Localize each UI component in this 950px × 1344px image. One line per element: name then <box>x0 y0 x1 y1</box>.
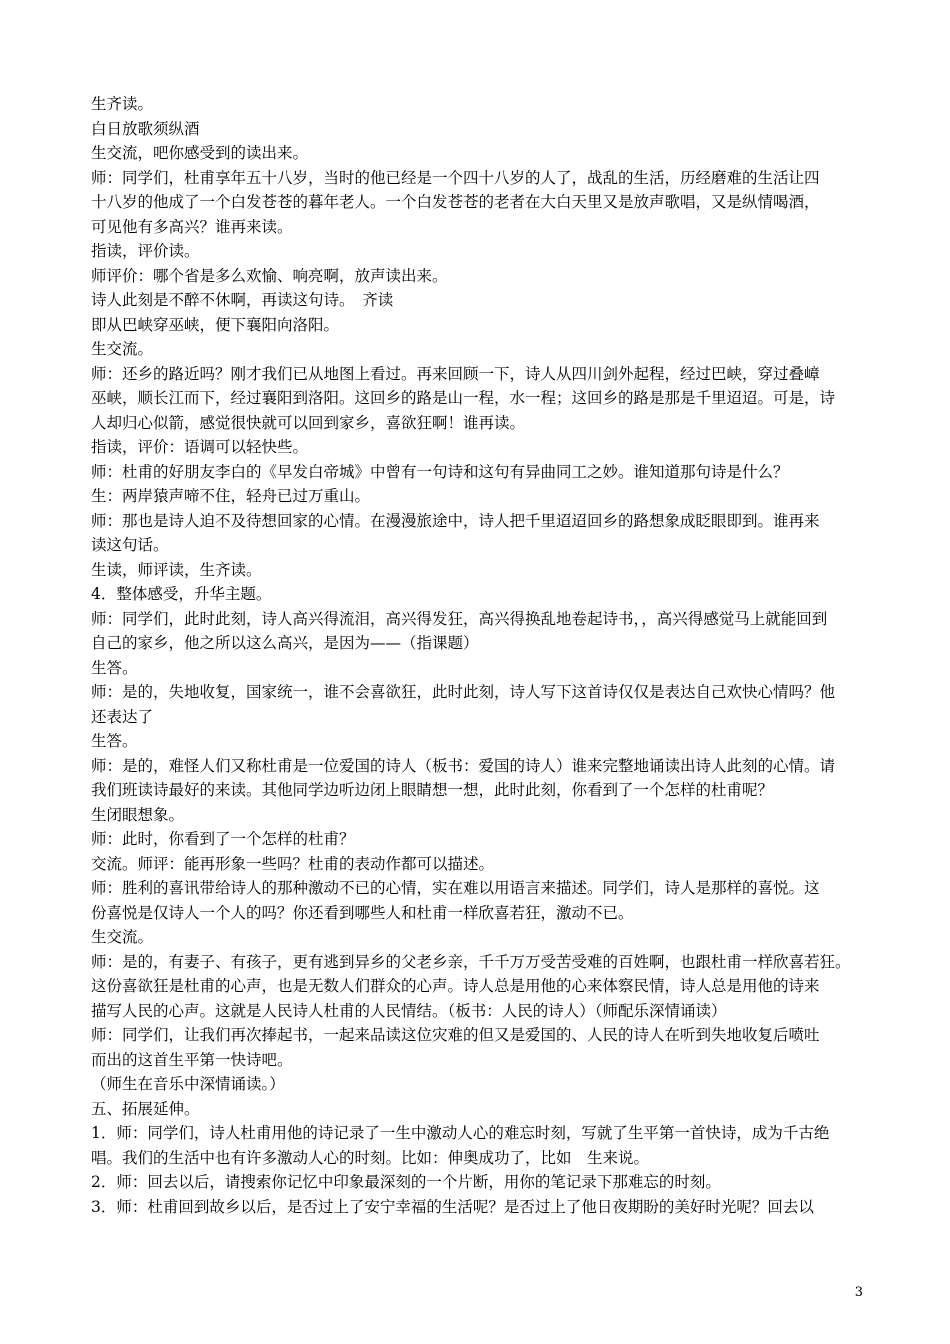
paragraph <box>91 239 866 264</box>
paragraph <box>91 1195 866 1220</box>
text-line: 生交流，吧你感受到的读出来。 <box>91 144 309 162</box>
paragraph <box>91 558 866 583</box>
text-line: 2．师：回去以后，请搜索你记忆中印象最深刻的一个片断，用你的笔记录下那难忘的时刻。 <box>91 1173 721 1191</box>
paragraph <box>91 484 866 509</box>
text-line: 巫峡，顺长江而下，经过襄阳到洛阳。这回乡的路是山一程，水一程；这回乡的路是那是千里迢迢。可是，诗 <box>91 389 836 407</box>
paragraph <box>91 607 866 656</box>
paragraph <box>91 166 866 240</box>
text-line: 指读，评价：语调可以轻快些。 <box>91 438 309 456</box>
text-line: 1．师：同学们，诗人杜甫用他的诗记录了一生中激动人心的难忘时刻，写就了生平第一首快诗，成为千古绝 <box>91 1124 830 1142</box>
text-line: 师：是的，失地收复，国家统一，谁不会喜欲狂，此时此刻，诗人写下这首诗仅仅是表达自己欢快心情吗？他 <box>91 683 836 701</box>
text-line: 份喜悦是仅诗人一个人的吗？你还看到哪些人和杜甫一样欣喜若狂，激动不已。 <box>91 903 634 922</box>
paragraph <box>91 117 866 142</box>
text-line: 生交流。 <box>91 340 154 358</box>
text-line: 生答。 <box>91 658 138 677</box>
text-line: 师：同学们，此时此刻，诗人高兴得流泪，高兴得发狂，高兴得换乱地卷起诗书，，高兴得感觉马上就能回到 <box>91 609 828 628</box>
paragraph <box>91 1072 866 1097</box>
text-line: 生读，师评读，生齐读。 <box>91 560 262 579</box>
page-number: 3 <box>854 1285 863 1300</box>
text-line: 师：同学们，杜甫享年五十八岁，当时的他已经是一个四十八岁的人了，战乱的生活，历经磨难的生活让四 <box>91 168 820 187</box>
text-line: 还表达了 <box>91 707 154 726</box>
paragraph <box>91 288 866 313</box>
paragraph <box>91 754 866 803</box>
text-line: 生闭眼想象。 <box>91 805 185 824</box>
paragraph <box>91 435 866 460</box>
paragraph <box>91 362 866 436</box>
document-body <box>91 92 866 1219</box>
paragraph <box>91 264 866 289</box>
text-line: 唱。我们的生活中也有许多激动人心的时刻。比如：伸奥成功了，比如 生来说。 <box>91 1148 650 1167</box>
paragraph <box>91 92 866 117</box>
text-line: 五、拓展延伸。 <box>91 1099 200 1118</box>
text-line: 师：是的，难怪人们又称杜甫是一位爱国的诗人（板书：爱国的诗人）谁来完整地诵读出诗人此刻的心情。请 <box>91 756 836 775</box>
text-line: 诗人此刻是不醉不休啊，再读这句诗。 齐读 <box>91 291 394 309</box>
text-line: 师：那也是诗人迫不及待想回家的心情。在漫漫旅途中，诗人把千里迢迢回乡的路想象成眨眼即到。谁再来 <box>91 511 820 530</box>
text-line: 这份喜欲狂是杜甫的心声，也是无数人们群众的心声。诗人总是用他的心来体察民情，诗人总是用他的诗来 <box>91 977 820 995</box>
text-line: 师：同学们，让我们再次捧起书，一起来品读这位灾难的但又是爱国的、人民的诗人在听到失地收复后喷吐 <box>91 1026 820 1044</box>
text-line: 师：此时，你看到了一个怎样的杜甫？ <box>91 830 355 848</box>
text-line: 白日放歌须纵酒 <box>91 119 200 138</box>
paragraph <box>91 1170 866 1195</box>
text-line: 师：胜利的喜讯带给诗人的那种激动不已的心情，实在难以用语言来描述。同学们，诗人是那样的喜悦。这 <box>91 879 820 897</box>
paragraph <box>91 337 866 362</box>
paragraph <box>91 925 866 950</box>
text-line: 生齐读。 <box>91 95 154 113</box>
paragraph <box>91 509 866 558</box>
text-line: 交流。师评：能再形象一些吗？杜甫的表动作都可以描述。 <box>91 854 495 873</box>
text-line: 师：还乡的路近吗？刚才我们已从地图上看过。再来回顾一下，诗人从四川剑外起程，经过巴峡，穿过叠嶂 <box>91 364 820 383</box>
text-line: （师生在音乐中深情诵读。） <box>91 1075 285 1093</box>
text-line: 读这句话。 <box>91 536 169 554</box>
paragraph <box>91 827 866 852</box>
paragraph <box>91 656 866 681</box>
paragraph <box>91 1097 866 1122</box>
text-line: 我们班读诗最好的来读。其他同学边听边闭上眼睛想一想，此时此刻，你看到了一个怎样的杜甫呢？ <box>91 781 774 799</box>
paragraph <box>91 803 866 828</box>
paragraph <box>91 950 866 1024</box>
paragraph <box>91 1121 866 1170</box>
paragraph <box>91 1023 866 1072</box>
text-line: 3．师：杜甫回到故乡以后，是否过上了安宁幸福的生活呢？是否过上了他日夜期盼的美好时光呢？回去以 <box>91 1197 814 1216</box>
paragraph <box>91 876 866 925</box>
text-line: 生交流。 <box>91 928 154 946</box>
text-line: 指读，评价读。 <box>91 242 200 260</box>
text-line: 描写人民的心声。这就是人民诗人杜甫的人民情结。（板书：人民的诗人）（师配乐深情诵读） <box>91 1001 727 1020</box>
text-line: 师评价：哪个省是多么欢愉、响亮啊，放声读出来。 <box>91 266 448 285</box>
paragraph <box>91 680 866 729</box>
text-line: 师：杜甫的好朋友李白的《早发白帝城》中曾有一句诗和这句有异曲同工之妙。谁知道那句诗是什么？ <box>91 462 789 481</box>
paragraph <box>91 729 866 754</box>
text-line: 生答。 <box>91 732 138 750</box>
text-line: 可见他有多高兴？谁再来读。 <box>91 217 293 236</box>
paragraph <box>91 313 866 338</box>
text-line: 自己的家乡，他之所以这么高兴，是因为——（指课题） <box>91 634 479 652</box>
text-line: 人却归心似箭，感觉很快就可以回到家乡，喜欲狂啊！谁再读。 <box>91 413 526 432</box>
text-line: 而出的这首生平第一快诗吧。 <box>91 1050 293 1069</box>
text-line: 生：两岸猿声啼不住，轻舟已过万重山。 <box>91 487 371 505</box>
text-line: 即从巴峡穿巫峡，便下襄阳向洛阳。 <box>91 315 340 334</box>
paragraph <box>91 460 866 485</box>
paragraph <box>91 852 866 877</box>
text-line: 师：是的，有妻子、有孩子，更有逃到异乡的父老乡亲，千千万万受苦受难的百姓啊，也跟杜甫一样欣喜若狂。 <box>91 952 851 971</box>
text-line: 4．整体感受，升华主题。 <box>91 585 272 603</box>
paragraph <box>91 141 866 166</box>
text-line: 十八岁的他成了一个白发苍苍的暮年老人。一个白发苍苍的老者在大白天里又是放声歌唱，又是纵情喝酒， <box>91 193 820 211</box>
paragraph <box>91 582 866 607</box>
